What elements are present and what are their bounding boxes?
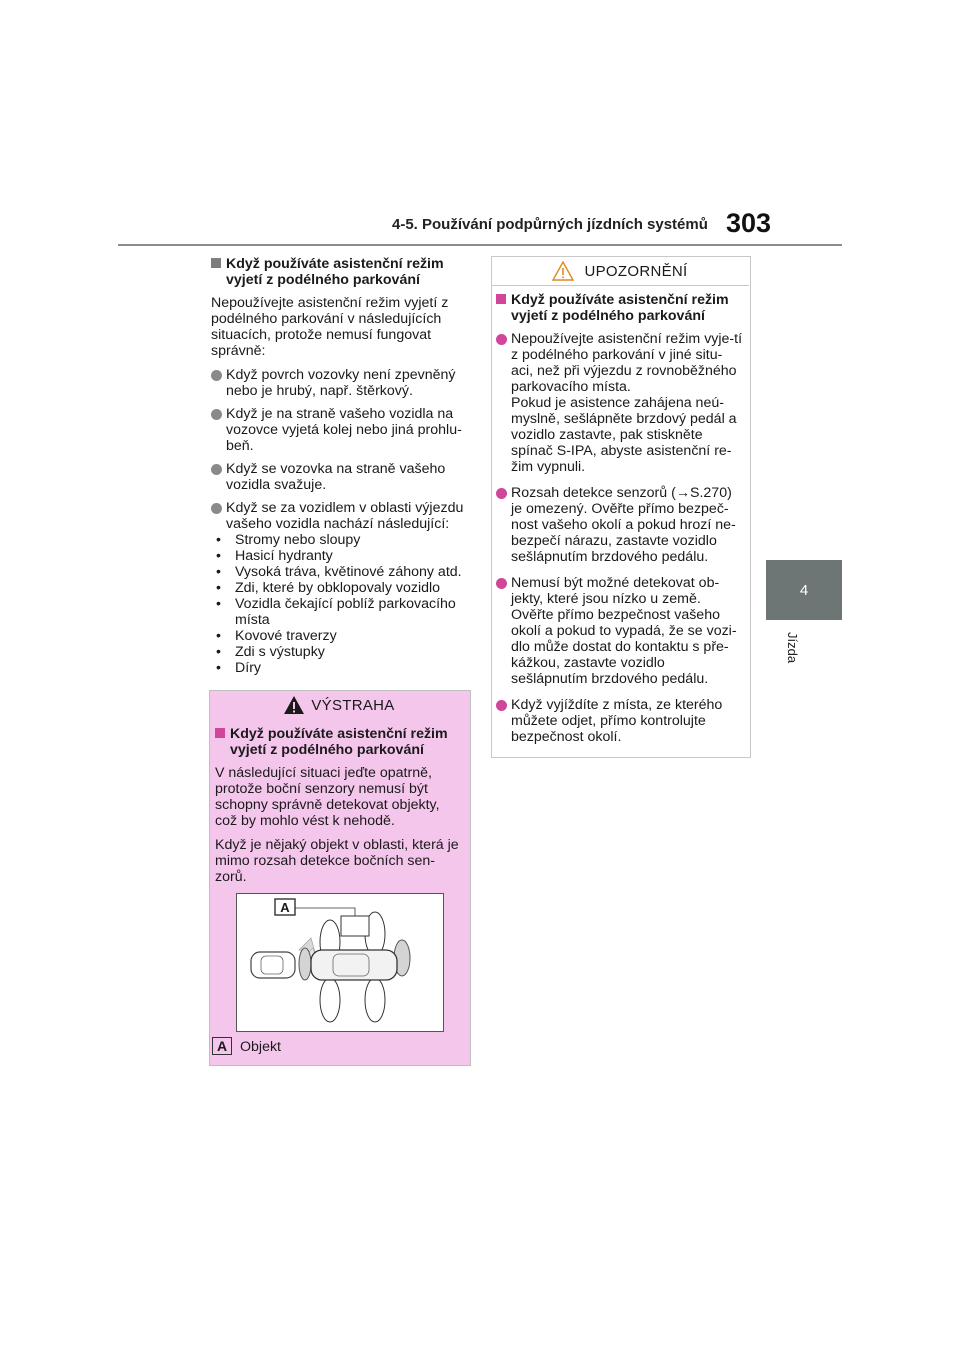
warning-triangle-icon: [283, 695, 305, 715]
caption-label-a: A: [212, 1037, 232, 1055]
circle-bullet-icon: [211, 464, 222, 475]
page-number: 303: [726, 208, 772, 238]
warning-body: [215, 726, 465, 893]
sub-list: [211, 532, 469, 676]
circle-bullet-icon: [496, 578, 507, 589]
caution-heading: Když používáte asistenční režim vyjetí z podélného parkování: [496, 292, 744, 324]
circle-bullet-icon: [211, 370, 222, 381]
sub-list-item: • Hasicí hydranty: [211, 548, 469, 564]
vehicle-icon: [311, 950, 397, 980]
intro-paragraph: Nepoužívejte asistenční režim vyjetí z podélného parkování v následujících situacích, protože nemusí fungovat správně:: [211, 295, 449, 359]
caution-header-rule: [491, 285, 749, 286]
sub-list-item: • Vysoká tráva, květinové záhony atd.: [211, 564, 469, 580]
circle-bullet-icon: [496, 700, 507, 711]
warning-paragraph: V následující situaci jeďte opatrně, protože boční senzory nemusí být schopny správně detekovat objekty, což by mohlo vést k nehodě.: [215, 765, 440, 829]
list-item: Rozsah detekce senzorů (→S.270) je omezený. Ověřte přímo bezpeč-nost vašeho okolí a pokud hrozí ne-bezpečí nárazu, zastavte vozidlo sešlápnutím brzdového pedálu.: [496, 485, 744, 565]
list-item: Když je na straně vašeho vozidla na vozovce vyjetá kolej nebo jiná prohlu-beň.: [211, 406, 469, 454]
list-item: Když se za vozidlem v oblasti výjezdu vašeho vozidla nachází následující:: [211, 500, 469, 532]
square-bullet-icon: [215, 728, 225, 738]
circle-bullet-icon: [211, 409, 222, 420]
list-item: Nemusí být možné detekovat ob-jekty, které jsou nízko u země. Ověřte přímo bezpečnost vašeho okolí a pokud to vypadá, že se vozi-dlo může dostat do kontaktu s pře-kážkou, zastavte vozidlo sešlápnutím brzdového pedálu.: [496, 575, 744, 687]
figure-label-a: A: [280, 899, 290, 915]
list-item: Nepoužívejte asistenční režim vyje-tí z podélného parkování v jiné situ-aci, než při výjezdu z rovnoběžného parkovacího místa. Pokud je asistence zahájena neú-myslně, sešlápněte brzdový pedál a vozidlo zastavte, pak stiskněte spínač S-IPA, abyste asistenční re-žim vypnuli.: [496, 331, 744, 475]
sub-list-item: • Stromy nebo sloupy: [211, 532, 469, 548]
warning-title: VÝSTRAHA: [311, 696, 395, 714]
chapter-tab: [766, 560, 842, 620]
sub-list-item: • Kovové traverzy: [211, 628, 469, 644]
circle-bullet-icon: [211, 503, 222, 514]
section-title: 4-5. Používání podpůrných jízdních systémů: [392, 216, 708, 233]
object-marker: [341, 916, 369, 936]
caution-triangle-icon: [552, 261, 574, 281]
circle-bullet-icon: [496, 488, 507, 499]
sub-list-item: • Zdi s výstupky: [211, 644, 469, 660]
chapter-label: Jízda: [785, 632, 800, 664]
warning-paragraph: Když je nějaký objekt v oblasti, která je mimo rozsah detekce bočních sen-zorů.: [215, 837, 459, 885]
list-item: Když povrch vozovky není zpevněný nebo je hrubý, např. štěrkový.: [211, 367, 469, 399]
detection-range-figure: [236, 893, 444, 1032]
caution-header: [491, 256, 749, 286]
list-item: Když vyjíždíte z místa, ze kterého můžete odjet, přímo kontrolujte bezpečnost okolí.: [496, 697, 744, 745]
caution-body: [496, 292, 744, 752]
sub-list-item: • Zdi, které by obklopovaly vozidlo: [211, 580, 469, 596]
circle-bullet-icon: [496, 334, 507, 345]
sub-list-item: • Díry: [211, 660, 469, 676]
caution-title: UPOZORNĚNÍ: [584, 262, 688, 280]
chapter-number: 4: [799, 581, 809, 599]
left-column: [211, 256, 469, 676]
figure-caption: Objekt: [240, 1039, 282, 1055]
sub-list-item: • Vozidla čekající poblíž parkovacího místa: [211, 596, 469, 628]
square-bullet-icon: [211, 258, 221, 268]
warning-header: [209, 690, 469, 720]
warning-heading: Když používáte asistenční režim vyjetí z podélného parkování: [215, 726, 465, 758]
list-item: Když se vozovka na straně vašeho vozidla svažuje.: [211, 461, 469, 493]
parking-diagram: [237, 894, 443, 1031]
square-bullet-icon: [496, 294, 506, 304]
section-heading: Když používáte asistenční režim vyjetí z podélného parkování: [211, 256, 469, 288]
header-rule: [118, 244, 842, 246]
